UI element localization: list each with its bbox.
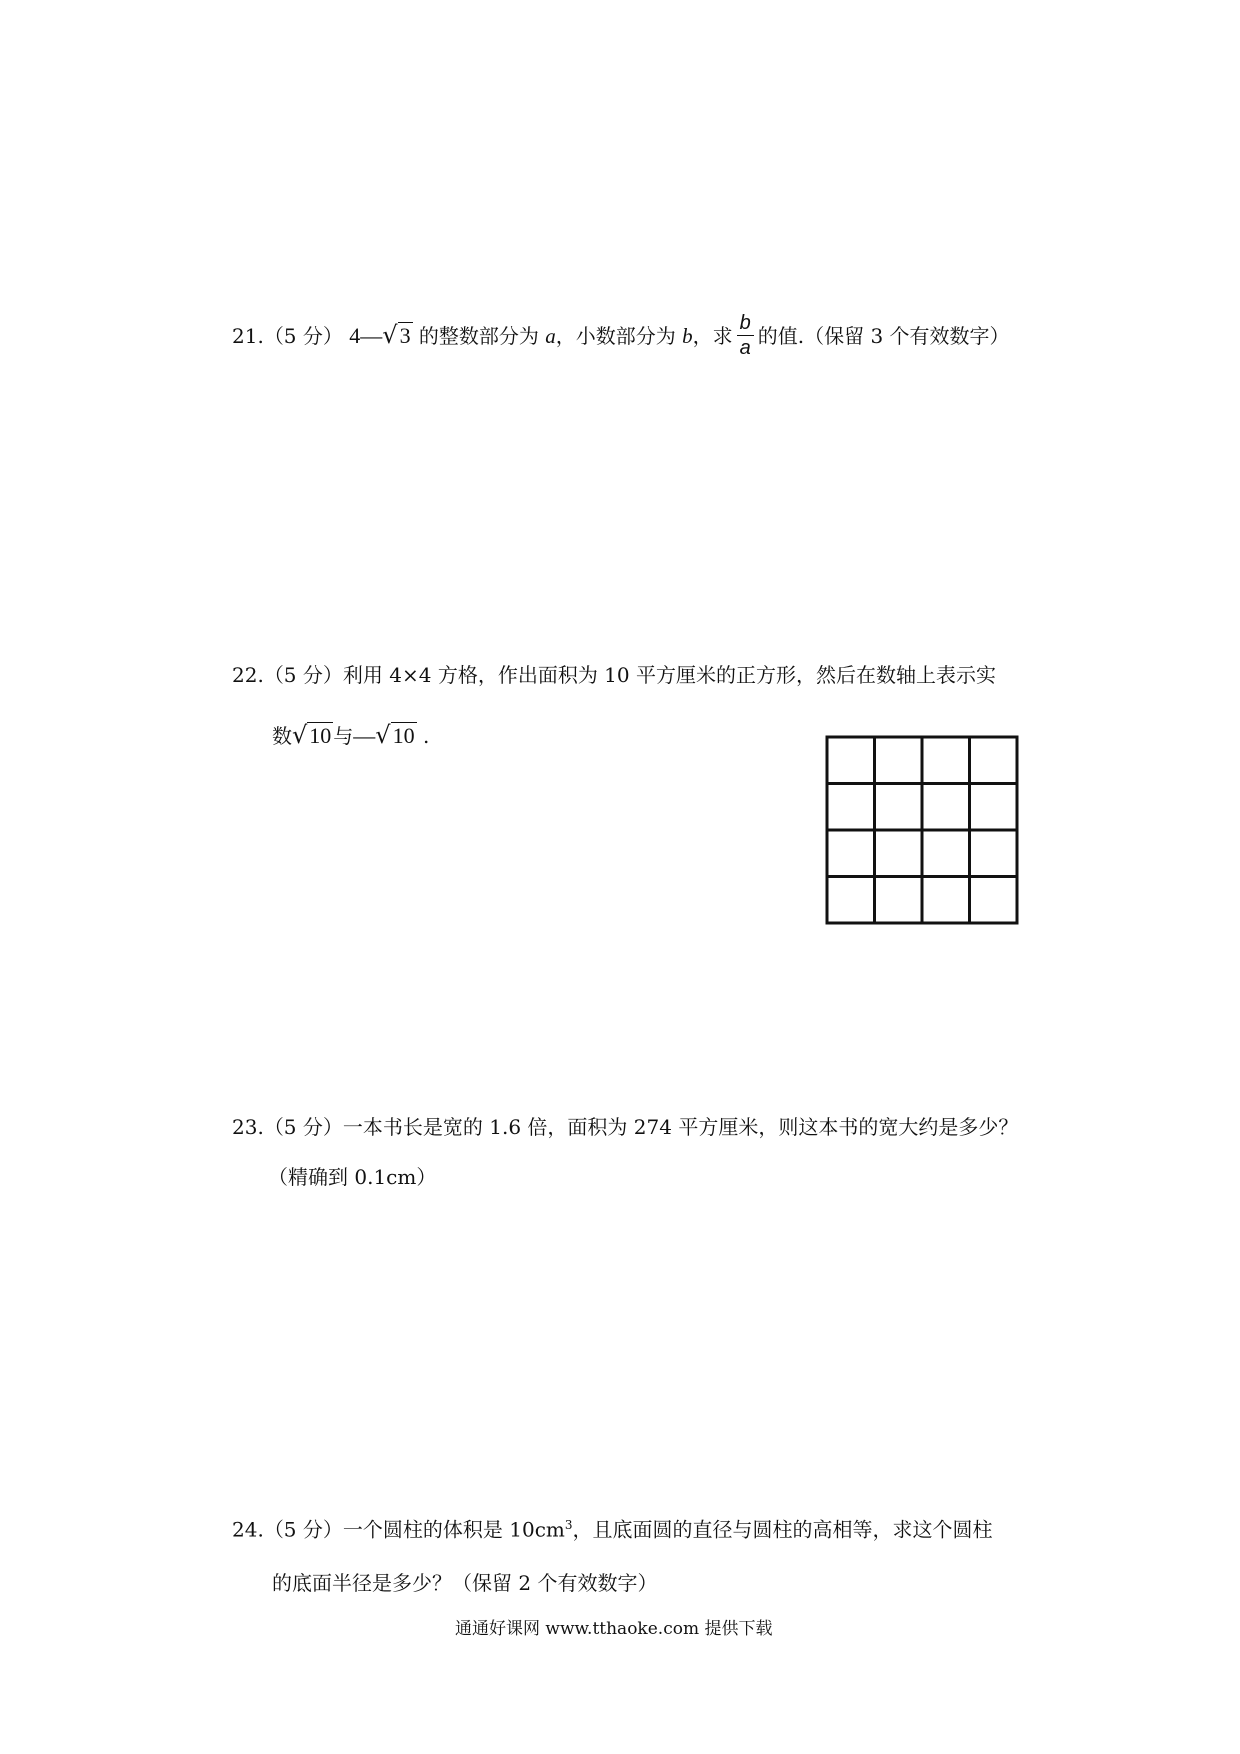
q22-text-end: . <box>422 724 430 748</box>
q23-text-1: 一本书长是宽的 1.6 倍，面积为 274 平方厘米，则这本书的宽大约是多少？ <box>342 1115 1019 1139</box>
question-24-score: （5 分） <box>263 1517 343 1542</box>
question-21-line <box>232 313 1010 362</box>
expr-integer: 4 <box>349 323 361 348</box>
radical-sign-icon: √ <box>382 321 398 349</box>
fraction-denominator: a <box>739 337 751 359</box>
q22-text-1: 利用 4×4 方格，作出面积为 10 平方厘米的正方形，然后在数轴上表示实 <box>342 663 996 687</box>
expr-minus: — <box>360 323 383 348</box>
question-22-number: 22. <box>232 663 264 687</box>
question-21-score: （5 分） <box>263 324 343 348</box>
question-23-score: （5 分） <box>263 1115 343 1139</box>
q22-text-mid: 与 <box>333 724 354 748</box>
question-22-line-1 <box>232 660 996 690</box>
fraction-numerator: b <box>737 311 754 336</box>
fraction-b-over-a <box>737 311 754 360</box>
negative-sign: — <box>353 723 376 748</box>
cubic-superscript: 3 <box>564 1518 573 1532</box>
grid-4x4 <box>825 735 1021 927</box>
footer-source: 通通好课网 www.tthaoke.com 提供下载 <box>455 1619 773 1639</box>
q24-text-2: 的底面半径是多少？（保留 2 个有效数字） <box>272 1571 658 1595</box>
var-b: b <box>682 324 693 348</box>
sqrt-3 <box>382 320 412 351</box>
radical-sign-icon: √ <box>375 721 391 749</box>
sqrt-10-negative <box>375 720 416 751</box>
question-24-line-1 <box>232 1510 993 1545</box>
radicand-3: 3 <box>399 323 411 348</box>
q23-text-2: （精确到 0.1cm） <box>268 1165 437 1189</box>
radicand-10: 10 <box>309 723 332 748</box>
q24-text-1b: ，且底面圆的直径与圆柱的高相等，求这个圆柱 <box>572 1517 993 1542</box>
radical-sign-icon: √ <box>292 721 308 749</box>
q21-text-1: 的整数部分为 <box>418 324 539 348</box>
q24-text-1a: 一个圆柱的体积是 10cm <box>342 1517 565 1542</box>
q21-text-3: ，求 <box>692 324 733 348</box>
question-21-number: 21. <box>232 324 264 348</box>
q21-text-4: 的值.（保留 3 个有效数字） <box>757 324 1010 348</box>
question-24-line-2 <box>272 1568 657 1598</box>
question-24-number: 24. <box>232 1517 264 1542</box>
question-23-number: 23. <box>232 1115 264 1139</box>
sqrt-10 <box>292 720 333 751</box>
radicand-10-negative: 10 <box>392 723 415 748</box>
q21-text-2: ，小数部分为 <box>555 324 676 348</box>
question-22-score: （5 分） <box>263 663 343 687</box>
var-a: a <box>545 324 556 348</box>
question-22-line-2 <box>272 720 429 751</box>
q22-text-prefix: 数 <box>272 724 292 748</box>
question-23-line-1 <box>232 1112 1018 1142</box>
question-23-line-2 <box>268 1162 436 1192</box>
